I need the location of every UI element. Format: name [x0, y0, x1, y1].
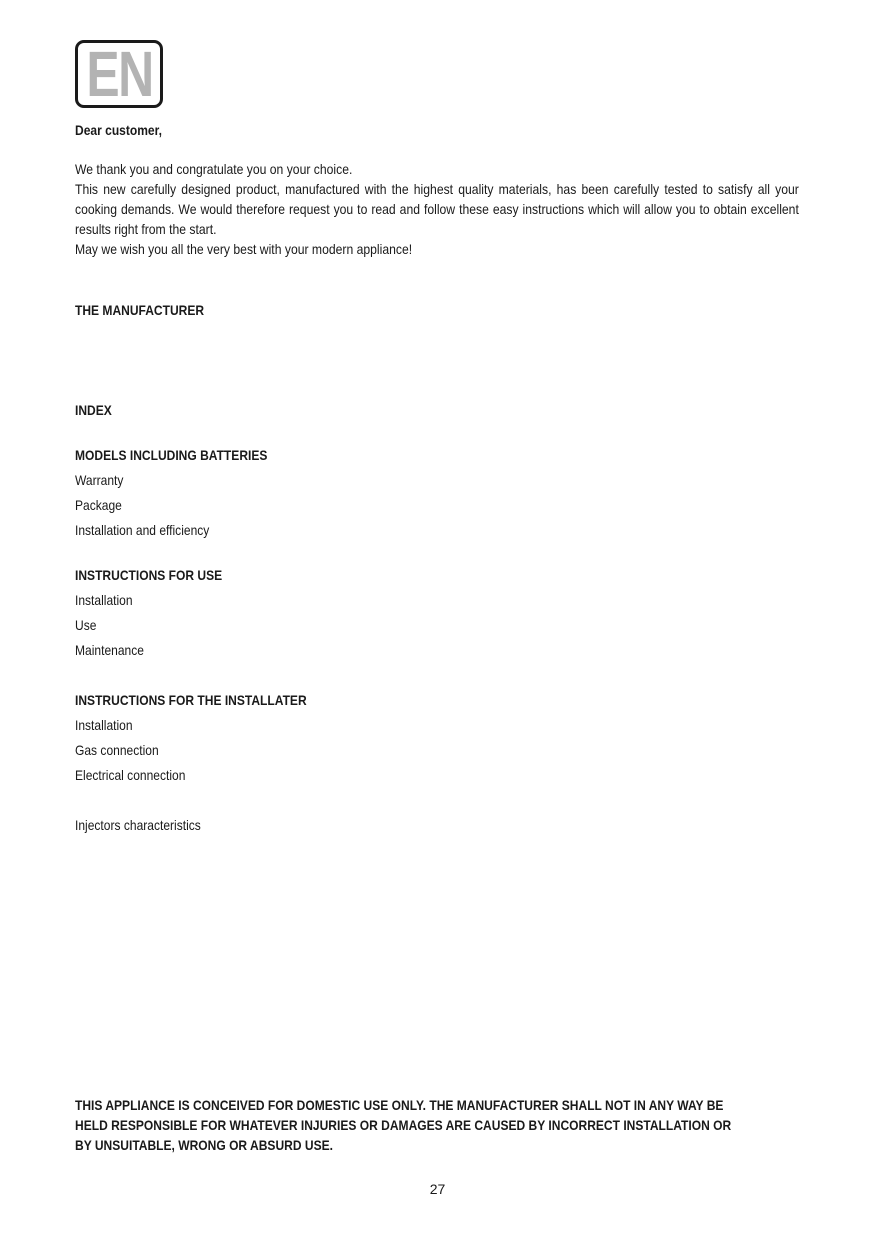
intro-line-3: May we wish you all the very best with your modern appliance!	[75, 241, 413, 257]
disclaimer-line-3: BY UNSUITABLE, WRONG OR ABSURD USE.	[75, 1137, 333, 1153]
toc-item-warranty	[75, 470, 131, 490]
toc-item-text: Installation and efficiency	[75, 522, 210, 538]
index-title	[75, 400, 799, 420]
signature-text: THE MANUFACTURER	[75, 302, 205, 318]
toc-item-text: Installation	[75, 717, 133, 733]
toc-item-package	[75, 495, 129, 515]
toc-item-text: Warranty	[75, 472, 124, 488]
section-title-text: MODELS INCLUDING BATTERIES	[75, 447, 268, 463]
intro-line-1: We thank you and congratulate you on your choice.	[75, 161, 353, 177]
toc-item-installation	[75, 715, 142, 735]
toc-item-gas-connection	[75, 740, 172, 760]
safety-disclaimer	[75, 1095, 838, 1155]
toc-item-text: Electrical connection	[75, 767, 186, 783]
toc-item-electrical-connection	[75, 765, 203, 785]
toc-item-use	[75, 615, 100, 635]
disclaimer-line-2: HELD RESPONSIBLE FOR WHATEVER INJURIES OR DAMAGES ARE CAUSED BY INCORRECT INSTALLATION OR	[75, 1117, 732, 1133]
section-title-batteries	[75, 445, 299, 465]
section-title-text: INSTRUCTIONS FOR THE INSTALLATER	[75, 692, 307, 708]
section-title-instructions-use	[75, 565, 246, 585]
signature	[75, 300, 799, 320]
toc-item-installation	[75, 590, 142, 610]
index-title-text: INDEX	[75, 402, 112, 418]
toc-item-text: Maintenance	[75, 642, 144, 658]
toc-item-text: Use	[75, 617, 97, 633]
language-badge-text: EN	[85, 38, 153, 110]
section-title-text: INSTRUCTIONS FOR USE	[75, 567, 223, 583]
page-number: 27	[429, 1181, 446, 1197]
disclaimer-line-1: THIS APPLIANCE IS CONCEIVED FOR DOMESTIC USE ONLY. THE MANUFACTURER SHALL NOT IN ANY WAY BE	[75, 1097, 724, 1113]
greeting	[75, 120, 799, 140]
intro-line-2: This new carefully designed product, manufactured with the highest quality materials, has been carefully tested to satisfy all your cooking demands. We would therefore request you to read and follow these easy instructions which will allow you to obtain excellent results right from the start.	[75, 181, 799, 237]
toc-item-injectors-characteristics	[75, 815, 221, 835]
section-title-instructions-installater	[75, 690, 344, 710]
toc-item-text: Package	[75, 497, 122, 513]
language-badge	[75, 40, 163, 108]
toc-item-text: Installation	[75, 592, 133, 608]
intro-text	[75, 159, 799, 259]
toc-item-maintenance	[75, 640, 155, 660]
toc-item-installation-efficiency	[75, 520, 231, 540]
toc-item-text: Gas connection	[75, 742, 159, 758]
greeting-text: Dear customer,	[75, 122, 163, 138]
toc-item-text: Injectors characteristics	[75, 817, 201, 833]
